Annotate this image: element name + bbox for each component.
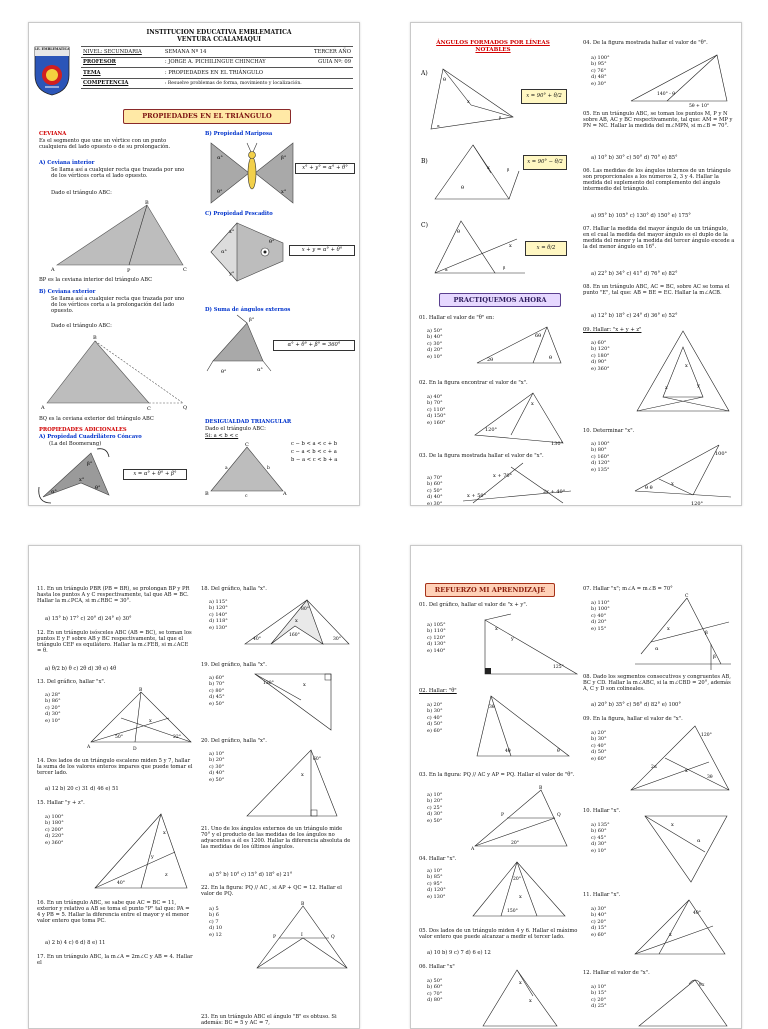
- svg-text:x: x: [303, 682, 306, 688]
- r-q3-answers: a) 10° b) 20° c) 25° d) 30° e) 50°: [427, 792, 443, 824]
- svg-text:θ: θ: [549, 355, 553, 361]
- r-q4-text: 04. Hallar "x".: [419, 856, 457, 862]
- q8-text: 08. En un triángulo ABC, AC = BC, sobre AC se toma el punto "E", tal que: AB = BE = EC. Hallar la m∠ACB.: [583, 284, 730, 297]
- svg-text:C: C: [685, 594, 689, 599]
- q22-figure: [253, 902, 351, 974]
- worksheet-page-4: [410, 545, 742, 1029]
- svg-text:140° - θ: 140° - θ: [657, 92, 675, 97]
- main-banner: PROPIEDADES EN EL TRIÁNGULO: [123, 109, 291, 124]
- q2-text: 02. En la figura encontrar el valor de "x".: [419, 380, 528, 386]
- bp-interior-note: BP es la ceviana interior del triángulo ABC: [39, 277, 153, 283]
- svg-text:120°: 120°: [691, 501, 704, 507]
- svg-text:β°: β°: [87, 461, 93, 467]
- prop-mariposa-title: B) Propiedad Mariposa: [205, 131, 273, 137]
- r-q11-figure: [629, 896, 733, 960]
- svg-text:I: I: [301, 933, 303, 938]
- q15-answers: a) 100° b) 180° c) 200° d) 220° e) 360°: [45, 814, 64, 846]
- prop-pescadito-title: C) Propiedad Pescadito: [205, 211, 273, 217]
- ceviana-text: Es el segmento que une un vértice con un punto cualquiera del lado opuesto o de su prolongación.: [39, 138, 171, 151]
- boomerang-formula: x = α° + θ° + β°: [123, 469, 187, 480]
- q8-answers: a) 12° b) 18° c) 24° d) 36° e) 52°: [591, 313, 678, 319]
- external-angles-figure: [207, 315, 273, 375]
- svg-text:z: z: [165, 872, 168, 878]
- svg-text:125°: 125°: [553, 665, 564, 670]
- desigualdad-2: c − a < b < c + a: [291, 449, 337, 455]
- q3-answers: a) 70° b) 60° c) 50° d) 40° e) 30°: [427, 475, 443, 506]
- svg-text:Q: Q: [183, 405, 188, 411]
- svg-text:θ: θ: [557, 749, 560, 754]
- desigualdad-si: Si: a < b < c: [205, 433, 239, 439]
- svg-text:x: x: [487, 165, 490, 171]
- q18-figure: [241, 596, 353, 652]
- notables-figure-a: [421, 63, 516, 135]
- nivel: NIVEL: SECUNDARIA: [81, 47, 163, 58]
- q1-text: 01. Hallar el valor de "θ" en:: [419, 315, 495, 321]
- svg-text:C): C): [421, 222, 428, 229]
- q10-figure: [631, 435, 735, 505]
- q2-figure: [471, 387, 571, 447]
- svg-text:Q: Q: [331, 935, 335, 940]
- svg-text:P: P: [501, 813, 505, 818]
- bq-exterior-note: BQ es la ceviana exterior del triángulo ABC: [39, 416, 154, 422]
- desigualdad-title: DESIGUALDAD TRIANGULAR: [205, 419, 292, 425]
- profesor-label: PROFESOR: [81, 57, 163, 68]
- svg-text:θ°: θ°: [217, 189, 223, 195]
- desigualdad-text: Dado el triángulo ABC:: [205, 426, 266, 432]
- svg-text:x: x: [529, 998, 532, 1004]
- q15-text: 15. Hallar "y + z".: [37, 800, 85, 806]
- school-logo: [33, 45, 71, 97]
- ceviana-interior-figure: [49, 201, 189, 273]
- q7-answers: a) 22° b) 34° c) 41° d) 76° e) 82°: [591, 271, 678, 277]
- svg-text:x: x: [495, 626, 498, 632]
- q12-text: 12. En un triángulo isósceles ABC (AB = BC), se toman los puntos E y F sobre AB y BC respectivamente, tal que el triángulo CEF es equilátero. Hallar la m∠FEB, si m∠ACE = θ.: [37, 630, 192, 655]
- ceviana-exterior-title: B) Ceviana exterior: [39, 289, 96, 295]
- svg-text:60°: 60°: [313, 757, 321, 762]
- svg-text:22°: 22°: [173, 735, 181, 740]
- r-q7-figure: [631, 594, 735, 670]
- svg-text:x: x: [509, 243, 512, 249]
- svg-text:5θ + 10°: 5θ + 10°: [689, 104, 710, 109]
- svg-text:x: x: [467, 99, 470, 105]
- svg-text:A: A: [51, 267, 55, 273]
- q6-text: 06. Las medidas de los ángulos internos de un triángulo son proporcionales a los números 2, 3 y 4. Hallar la medida del suplemento del complemento del ángulo intermedio del triángulo.: [583, 168, 731, 193]
- q21-text: 21. Uno de los ángulos externos de un triángulo mide 70° y el producto de las medidas de los ángulos no adyacentes a él es 1200. Hallar la diferencia absoluta de las medidas de los últimos ángulos.: [201, 826, 351, 851]
- prop-cuadrilatero-subtitle: (La del Boomerang): [49, 441, 102, 447]
- svg-text:A: A: [87, 745, 91, 750]
- q14-answers: a) 12 b) 20 c) 31 d) 46 e) 51: [45, 786, 119, 792]
- svg-text:β°: β°: [281, 155, 287, 161]
- dado-triangulo-2: Dado el triángulo ABC:: [51, 323, 112, 329]
- r-q10-figure: [641, 812, 731, 884]
- svg-text:β°: β°: [249, 317, 255, 323]
- q13-answers: a) 28° b) 86° c) 20° d) 30° e) 10°: [45, 692, 61, 724]
- q12-answers: a) θ/2 b) θ c) 2θ d) 3θ e) 4θ: [45, 666, 117, 672]
- svg-text:B: B: [139, 688, 143, 693]
- r-q5-answers: a) 10 b) 9 c) 7 d) 6 e) 12: [427, 950, 491, 956]
- ceviana-exterior-figure: [39, 333, 189, 413]
- svg-text:120°: 120°: [701, 733, 712, 738]
- ceviana-title: CEVIANA: [39, 131, 67, 137]
- q9-figure: [633, 327, 733, 417]
- q19-answers: a) 60° b) 70° c) 80° d) 45° e) 50°: [209, 675, 225, 707]
- q4-text: 04. De la figura mostrada hallar el valor de "θ".: [583, 40, 708, 46]
- svg-text:x + 70°: x + 70°: [493, 473, 513, 479]
- q2-answers: a) 40° b) 70° c) 110° d) 150° e) 160°: [427, 394, 446, 426]
- svg-text:α: α: [445, 267, 448, 272]
- svg-text:α°: α°: [217, 155, 223, 161]
- svg-text:α: α: [655, 646, 659, 652]
- r-q12-answers: a) 10° b) 15° c) 20° d) 25°: [591, 984, 607, 1010]
- r-q10-answers: a) 135° b) 60° c) 45° d) 30° e) 10°: [591, 822, 610, 854]
- svg-text:100°: 100°: [715, 451, 728, 457]
- svg-text:θ°: θ°: [95, 485, 101, 491]
- svg-text:β: β: [503, 265, 506, 270]
- q9-answers: a) 60° b) 120° c) 180° d) 90° e) 360°: [591, 340, 610, 372]
- svg-text:A: A: [471, 847, 475, 852]
- svg-text:2α: 2α: [651, 765, 657, 770]
- tema-value: : PROPIEDADES EN EL TRIÁNGULO: [163, 68, 353, 79]
- semana: SEMANA Nº 14: [163, 47, 300, 58]
- svg-text:2θ: 2θ: [487, 357, 494, 363]
- q20-answers: a) 10° b) 20° c) 30° d) 40° e) 50°: [209, 751, 225, 783]
- r-q11-text: 11. Hallar "x".: [583, 892, 621, 898]
- svg-text:y°: y°: [229, 271, 235, 277]
- prop-cuadrilatero-title: A) Propiedad Cuadrilátero Cóncavo: [39, 434, 142, 440]
- svg-text:B: B: [93, 335, 97, 341]
- q7-text: 07. Hallar la medida del mayor ángulo de un triángulo, en el cual la medida del mayor ángulo es el duplo de la medida del menor y la medida del tercer ángulo excede a la del menor ángulo en 16°.: [583, 226, 735, 251]
- competencia-value: : Resuelve problemas de forma, movimiento y localización.: [163, 78, 353, 89]
- svg-text:B): B): [421, 158, 428, 165]
- svg-text:x: x: [685, 363, 688, 369]
- q23-text: 23. En un triángulo ABC el ángulo "B" es obtuso. Si además: BC = 5 y AC = 7,: [201, 1014, 337, 1027]
- svg-text:C: C: [245, 442, 249, 448]
- svg-text:β: β: [499, 115, 502, 120]
- svg-text:x: x: [671, 481, 674, 487]
- q13-figure: [87, 688, 197, 754]
- svg-text:x°: x°: [229, 229, 235, 235]
- svg-text:x: x: [685, 768, 688, 774]
- q11-text: 11. En un triángulo PBR (PB = BR), se prolongan BP y PR hasta los puntos A y C respectivamente, tal que AB = BC. Hallar la m∠PCA, si m∠RBC = 30°.: [37, 586, 190, 605]
- r-q9-figure: [625, 722, 735, 796]
- q3-figure: [463, 463, 573, 505]
- r-q11-answers: a) 30° b) 40° c) 20° d) 15° e) 60°: [591, 906, 607, 938]
- tema-label: TEMA: [81, 68, 163, 79]
- svg-text:x: x: [149, 718, 152, 724]
- q5-answers: a) 10° b) 30° c) 50° d) 70° e) 85°: [591, 155, 678, 161]
- svg-text:4θ: 4θ: [505, 749, 511, 754]
- svg-text:160°: 160°: [289, 633, 300, 638]
- svg-text:A): A): [421, 70, 428, 77]
- r-q9-answers: a) 20° b) 30° c) 40° d) 50° e) 60°: [591, 730, 607, 762]
- svg-text:x: x: [519, 894, 522, 900]
- r-q7-answers: a) 110° b) 100° c) 40° d) 20° e) 15°: [591, 600, 610, 632]
- svg-text:b: b: [267, 466, 270, 471]
- r-q2-text: 02. Hallar: "θ": [419, 688, 457, 694]
- q20-text: 20. Del gráfico, halla "x".: [201, 738, 267, 744]
- r-q8-answers: a) 20° b) 35° c) 56° d) 82° e) 100°: [591, 702, 681, 708]
- r-q12-figure: [635, 976, 731, 1028]
- q21-answers: a) 5° b) 10° c) 15° d) 18° e) 21°: [209, 872, 293, 878]
- svg-text:x°: x°: [79, 477, 85, 483]
- svg-text:α: α: [437, 123, 440, 128]
- svg-text:80°: 80°: [301, 607, 309, 612]
- svg-text:y: y: [511, 636, 514, 642]
- svg-text:z: z: [665, 385, 668, 391]
- logo-text: I.E. EMBLEMATICA: [34, 47, 70, 51]
- svg-text:θ θ: θ θ: [645, 485, 653, 491]
- svg-text:x°: x°: [281, 189, 287, 195]
- propiedades-adicionales-title: PROPIEDADES ADICIONALES: [39, 427, 127, 433]
- svg-text:A: A: [41, 405, 45, 411]
- svg-text:6θ: 6θ: [535, 333, 542, 339]
- r-q6-text: 06. Hallar "x": [419, 964, 455, 970]
- svg-text:x + 50°: x + 50°: [467, 493, 487, 499]
- external-angles-formula: α° + θ° + β° = 360°: [273, 340, 355, 351]
- fish-formula: x + y = α° + θ°: [289, 245, 355, 256]
- svg-text:x: x: [667, 626, 670, 632]
- svg-text:α°: α°: [51, 489, 57, 495]
- q1-figure: [473, 323, 565, 367]
- svg-text:50°: 50°: [115, 735, 123, 740]
- lineas-notables-title: ÁNGULOS FORMADOS POR LÍNEAS NOTABLES: [436, 40, 550, 53]
- svg-text:α°: α°: [257, 367, 263, 373]
- r-q9-text: 09. En la figura, hallar el valor de "x".: [583, 716, 683, 722]
- ceviana-interior-title: A) Ceviana interior: [39, 160, 95, 166]
- svg-text:θ°: θ°: [269, 239, 275, 245]
- svg-text:β: β: [705, 630, 708, 636]
- svg-text:A: A: [283, 491, 287, 497]
- svg-text:θ°: θ°: [221, 369, 227, 375]
- q1-answers: a) 50° b) 40° c) 30° d) 20° e) 10°: [427, 328, 443, 360]
- r-q6-figure: [477, 966, 567, 1026]
- r-q6-answers: a) 50° b) 60° c) 70° d) 80°: [427, 978, 443, 1004]
- q10-answers: a) 100° b) 80° c) 160° d) 120° e) 135°: [591, 441, 610, 473]
- svg-text:120°: 120°: [485, 427, 498, 433]
- prop-suma-title: D) Suma de ángulos externos: [205, 307, 291, 313]
- practiquemos-banner: PRACTIQUEMOS AHORA: [439, 293, 561, 307]
- formula-a: x = 90° + θ/2: [521, 89, 567, 104]
- svg-text:x: x: [301, 772, 304, 778]
- r-q3-text: 03. En la figura: PQ // AC y AP = PQ. Hallar el valor de "θ".: [419, 772, 575, 778]
- r-q7-text: 07. Hallar "x"; m∠A = m∠B = 70°: [583, 586, 673, 592]
- ceviana-exterior-text: Se llama así a cualquier recta que trazada por uno de los vértices corta a la prolongación del lado opuesto.: [51, 296, 185, 315]
- svg-text:c: c: [245, 494, 248, 499]
- formula-b: x = 90° − θ/2: [523, 155, 567, 170]
- competencia-label: COMPETENCIA: [81, 78, 163, 89]
- r-q2-figure: [471, 692, 575, 762]
- desigualdad-1: c − b < a < c + b: [291, 441, 338, 447]
- svg-text:3θ: 3θ: [489, 705, 495, 710]
- q4-answers: a) 100° b) 95° c) 76° d) 48° e) 30°: [591, 55, 610, 87]
- q22-answers: a) 5 b) 6 c) 7 d) 10 e) 12: [209, 906, 223, 938]
- svg-text:θ: θ: [443, 77, 447, 83]
- q11-answers: a) 15° b) 17° c) 20° d) 24° e) 30°: [45, 616, 132, 622]
- svg-text:40°: 40°: [253, 637, 261, 642]
- worksheet-page-3: [28, 545, 360, 1029]
- q10-text: 10. Determinar "x".: [583, 428, 635, 434]
- q5-text: 05. En un triángulo ABC, se toman los puntos M, P y N sobre AB, AC y BC respectivamente, tal que: AM = MP y PN = NC. Hallar la medida del m∠MPN, si m∠B = 70°.: [583, 111, 733, 130]
- svg-text:130°: 130°: [263, 681, 274, 686]
- formula-c: x = θ/2: [525, 241, 567, 256]
- refuerzo-banner: REFUERZO MI APRENDIZAJE: [425, 583, 555, 597]
- q15-figure: [91, 810, 191, 894]
- svg-text:α°: α°: [221, 249, 227, 255]
- ceviana-interior-text: Se llama así a cualquier recta que trazada por uno de los vértices corta el lado opuesto.: [51, 167, 185, 180]
- svg-text:P: P: [273, 935, 277, 940]
- r-q10-text: 10. Hallar "x".: [583, 808, 621, 814]
- notables-figure-c: [421, 217, 531, 279]
- q18-text: 18. Del gráfico, halla "x".: [201, 586, 267, 592]
- guia: GUIA Nº: 09: [300, 57, 353, 68]
- q19-text: 19. Del gráfico, halla "x".: [201, 662, 267, 668]
- r-q5-text: 05. Dos lados de un triángulo miden 4 y 6. Hallar el máximo valor entero que puede alcanzar a medir el tercer lado.: [419, 928, 578, 941]
- svg-text:x: x: [295, 618, 298, 624]
- q13-text: 13. Del gráfico, hallar "x".: [37, 679, 106, 685]
- svg-text:40°: 40°: [693, 911, 701, 916]
- desigualdad-triangle: [205, 441, 287, 497]
- svg-text:x: x: [519, 980, 522, 986]
- svg-text:x: x: [669, 932, 672, 938]
- q19-figure: [241, 670, 341, 734]
- svg-text:C: C: [147, 406, 151, 412]
- r-q4-answers: a) 10° b) 85° c) 95° d) 120° e) 130°: [427, 868, 446, 900]
- svg-text:x: x: [163, 830, 166, 836]
- school-name-2: VENTURA CCALAMAQUI: [177, 36, 261, 43]
- svg-text:130°: 130°: [551, 441, 564, 447]
- svg-text:20°: 20°: [511, 841, 519, 846]
- svg-text:θ: θ: [461, 185, 465, 191]
- svg-text:150°: 150°: [507, 909, 518, 914]
- q6-answers: a) 95° b) 105° c) 130° d) 150° e) 175°: [591, 213, 691, 219]
- svg-text:y: y: [151, 854, 154, 860]
- svg-text:x: x: [531, 401, 534, 407]
- school-name: INSTITUCION EDUCATIVA EMBLEMATICA: [146, 29, 292, 36]
- svg-text:y: y: [697, 383, 700, 389]
- q16-answers: a) 2 b) 4 c) 6 d) 8 e) 11: [45, 940, 106, 946]
- q20-figure: [241, 746, 345, 820]
- r-q1-answers: a) 105° b) 110° c) 120° d) 130° e) 140°: [427, 622, 446, 654]
- r-q8-text: 08. Dado los segmentos consecutivos y congruentes AB, BC y CD. Hallar la m∠ABC, si la m∠CBD = 20°, además A, C y D son colineales.: [583, 674, 731, 693]
- svg-text:P: P: [127, 268, 131, 274]
- svg-text:Q: Q: [557, 813, 561, 818]
- svg-text:B: B: [301, 902, 305, 907]
- r-q12-text: 12. Hallar el valor de "x".: [583, 970, 650, 976]
- r-q4-figure: [467, 858, 571, 922]
- r-q1-figure: [481, 610, 581, 680]
- svg-text:D: D: [133, 747, 137, 752]
- worksheet-page-2: [410, 22, 742, 506]
- q3-text: 03. De la figura mostrada hallar el valor de "x".: [419, 453, 544, 459]
- svg-text:α: α: [697, 838, 701, 844]
- grado: TERCER AÑO: [300, 47, 353, 58]
- svg-text:30°: 30°: [333, 637, 341, 642]
- butterfly-formula: x° + y° = α° + θ°: [295, 163, 355, 174]
- svg-text:9x: 9x: [699, 983, 705, 988]
- r-q1-text: 01. Del gráfico, hallar el valor de "x + y".: [419, 602, 528, 608]
- svg-text:3θ: 3θ: [707, 775, 713, 780]
- r-q3-figure: [471, 786, 571, 852]
- q22-text: 22. En la figura: PQ // AC , si AP + QC = 12. Hallar el valor de PQ.: [201, 885, 342, 898]
- q14-text: 14. Dos lados de un triángulo escaleno miden 5 y 7, hallar la suma de los valores enteros impares que puede tomar el tercer lado.: [37, 758, 193, 777]
- svg-text:θ: θ: [457, 229, 461, 235]
- svg-text:C: C: [183, 267, 187, 273]
- q16-text: 16. En un triángulo ABC, se sabe que AC = BC = 11, exterior y relativo a AB se toma el punto "P" tal que: PA = 4 y PB = 5. Hallar la diferencia entre el mayor y el menor valor entero que toma PC.: [37, 900, 190, 925]
- dado-triangulo-1: Dado el triángulo ABC:: [51, 190, 112, 196]
- q4-figure: [627, 51, 733, 107]
- svg-text:2x + 40°: 2x + 40°: [543, 489, 566, 495]
- svg-text:B: B: [539, 786, 543, 791]
- q17-text: 17. En un triángulo ABC, la m∠A = 2m∠C y AB = 4. Hallar el: [37, 954, 193, 967]
- desigualdad-3: b − a < c < b + a: [291, 457, 338, 463]
- r-q2-answers: a) 20° b) 30° c) 40° d) 50° e) 60°: [427, 702, 443, 734]
- svg-text:x: x: [671, 822, 674, 828]
- svg-text:40°: 40°: [117, 881, 125, 886]
- profesor-name: : JORGE A. PICHILINGUE CHINCHAY: [163, 57, 300, 68]
- svg-text:a: a: [225, 466, 228, 471]
- svg-text:20°: 20°: [513, 877, 521, 882]
- q18-answers: a) 115° b) 120° c) 140° d) 118° e) 130°: [209, 599, 228, 631]
- svg-text:β: β: [507, 167, 510, 172]
- svg-text:B: B: [145, 200, 149, 206]
- butterfly-figure: [207, 139, 297, 207]
- fish-figure: [207, 219, 287, 285]
- boomerang-figure: [37, 447, 123, 505]
- svg-text:B: B: [205, 491, 209, 497]
- worksheet-page-1: [28, 22, 360, 506]
- header-table: [81, 46, 353, 89]
- notables-figure-b: [421, 141, 521, 205]
- q9-text: 09. Hallar: "x + y + z": [583, 327, 642, 333]
- svg-text:β: β: [713, 654, 716, 660]
